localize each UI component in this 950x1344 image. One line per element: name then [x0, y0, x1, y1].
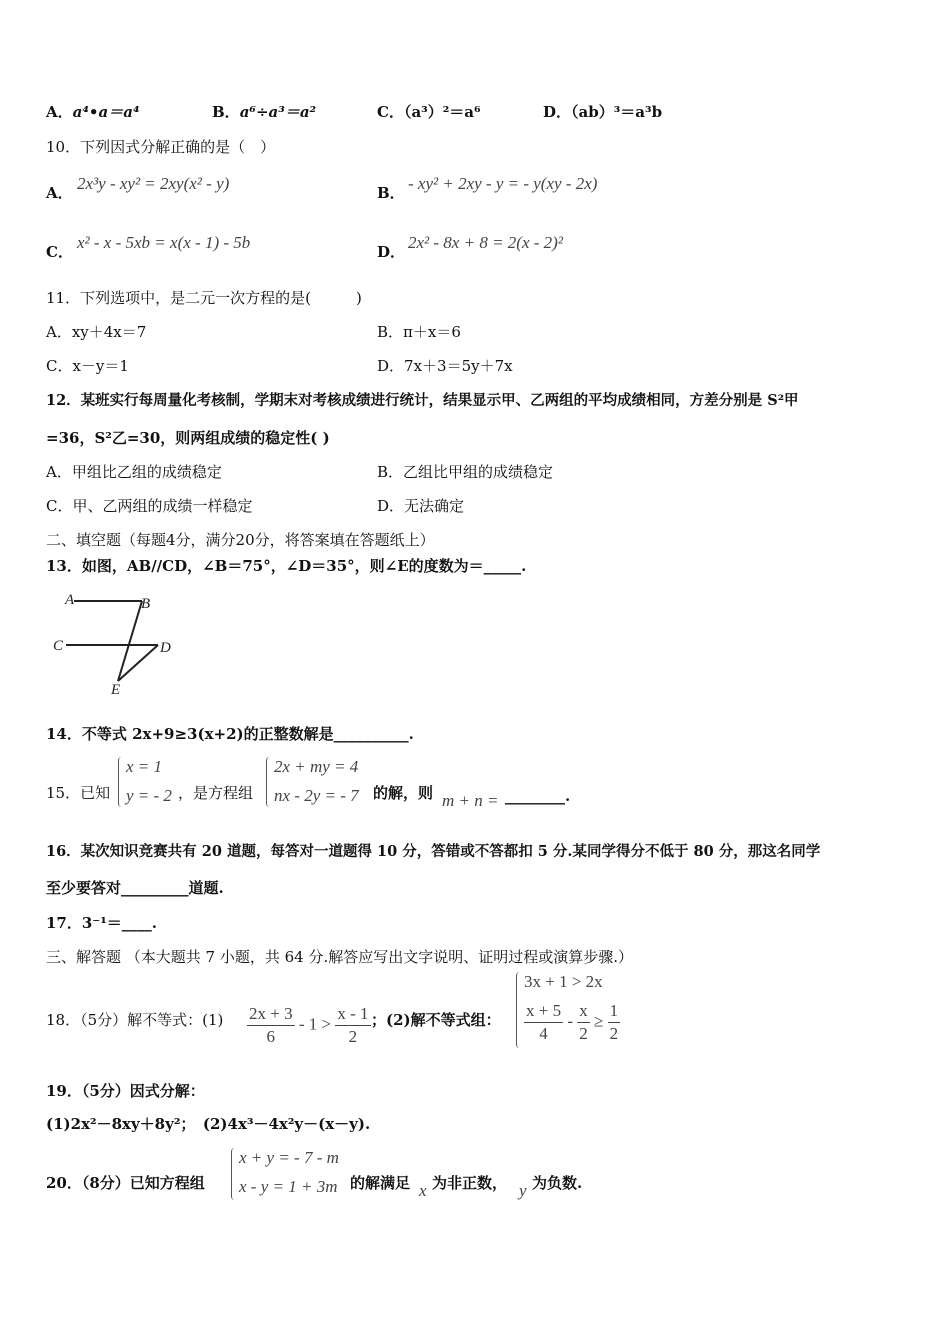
q10-option-a-label: A．	[46, 184, 73, 202]
q18-frac-2-den: 2	[348, 1027, 358, 1046]
q12-stem-line1: 12．某班实行每周量化考核制，学期末对考核成绩进行统计，结果显示甲、乙两组的平均成绩相同，方差分别是 S²甲	[46, 392, 799, 409]
q17-stem: 17．3⁻¹＝____.	[46, 914, 158, 932]
q13-label-b: B	[141, 596, 151, 612]
q10-option-a-expr: 2x³y - xy² = 2xy(x² - y)	[77, 174, 230, 193]
q20-mid2: 为非正数，	[432, 1174, 508, 1192]
q18-system-brace	[516, 972, 523, 1048]
q18-inequality-1	[247, 1003, 371, 1048]
q18-system-line1: 3x + 1 > 2x	[524, 972, 603, 991]
q9-option-b-text: a⁶÷a³＝a²	[239, 103, 317, 121]
q20-system-brace	[231, 1148, 238, 1200]
q12-option-c: C．甲、乙两组的成绩一样稳定	[46, 497, 253, 515]
q9-option-a-label: A．	[46, 103, 73, 121]
q20-prefix: 20．（8分）已知方程组	[46, 1174, 205, 1192]
q16-line1: 16．某次知识竞赛共有 20 道题，每答对一道题得 10 分，答错或不答都扣 5 分.某同学得分不低于 80 分，那这名同学	[46, 843, 821, 860]
q18-mid: ；(2)解不等式组：	[371, 1011, 501, 1029]
q13-label-c: C	[53, 638, 64, 654]
q13-label-d: D	[160, 640, 171, 656]
q15-system1-line2: y = - 2	[126, 786, 172, 805]
q18-sys-frac-3-num: 1	[608, 1000, 621, 1023]
q10-option-d-label: D．	[377, 243, 406, 261]
q12-stem-line2: =36，S²乙=30，则两组成绩的稳定性( )	[46, 429, 330, 447]
q13-stem: 13．如图，AB//CD，∠B＝75°，∠D＝35°，则∠E的度数为＝_____.	[46, 557, 527, 575]
q18-ineq1-mid: - 1 >	[298, 1014, 332, 1034]
q12-option-d: D．无法确定	[377, 497, 465, 515]
q10-option-b-expr: - xy² + 2xy - y = - y(xy - 2x)	[408, 174, 598, 193]
q18-frac-2	[335, 1003, 370, 1048]
q18-sys-minus: -	[567, 1011, 574, 1031]
section-3-heading: 三、解答题 （本大题共 7 小题，共 64 分.解答应写出文字说明、证明过程或演算步骤.）	[46, 948, 634, 966]
q10-option-b-label: B．	[377, 184, 405, 202]
q9-option-a-text: a⁴•a＝a⁴	[72, 103, 140, 121]
q9-option-b-label: B．	[212, 103, 240, 121]
q11-stem: 11．下列选项中，是二元一次方程的是( )	[46, 289, 362, 307]
q15-brace-1	[118, 757, 125, 807]
q15-system2-line2: nx - 2y = - 7	[274, 786, 359, 805]
q18-sys-frac-2-num: x	[577, 1000, 590, 1023]
q11-option-d: D．7x＋3＝5y＋7x	[377, 357, 513, 375]
q15-system2-line1: 2x + my = 4	[274, 757, 359, 776]
q15-prefix: 15．已知	[46, 784, 111, 802]
q13-figure	[52, 588, 187, 698]
q18-sys-frac-2	[577, 1000, 590, 1045]
q9-option-d-text: （ab）³＝a³b	[571, 103, 663, 121]
q10-stem: 10．下列因式分解正确的是（ ）	[46, 138, 276, 156]
q18-sys-ge: ≥	[594, 1011, 604, 1031]
q12-option-a: A．甲组比乙组的成绩稳定	[46, 463, 222, 481]
q18-frac-1	[247, 1003, 295, 1048]
q19-parts: (1)2x²－8xy＋8y²； (2)4x³－4x²y－(x－y).	[46, 1115, 371, 1133]
q12-option-b: B．乙组比甲组的成绩稳定	[377, 463, 554, 481]
q11-option-c: C．x－y＝1	[46, 357, 129, 375]
q18-frac-2-num: x - 1	[335, 1003, 370, 1026]
q20-tail: 为负数.	[532, 1174, 583, 1192]
q18-sys-frac-3	[608, 1000, 621, 1045]
q20-system-line2: x - y = 1 + 3m	[239, 1177, 338, 1196]
q9-option-c-label: C．	[377, 103, 404, 121]
q14-stem: 14．不等式 2x+9≥3(x+2)的正整数解是__________.	[46, 725, 414, 743]
q13-label-e: E	[111, 682, 121, 698]
q18-frac-1-num: 2x + 3	[247, 1003, 295, 1026]
q18-frac-1-den: 6	[266, 1027, 276, 1046]
q18-system-line2	[524, 1000, 620, 1045]
q15-tail: 的解，则	[373, 784, 434, 802]
q18-sys-frac-3-den: 2	[609, 1024, 619, 1043]
q20-var-x: x	[419, 1181, 427, 1200]
q18-sys-frac-1-den: 4	[539, 1024, 548, 1043]
q19-stem: 19．（5分）因式分解：	[46, 1082, 205, 1100]
q9-option-c-text: （a³）²＝a⁶	[403, 103, 481, 121]
q15-blank: ________.	[505, 787, 571, 805]
q10-option-d-expr: 2x² - 8x + 8 = 2(x - 2)²	[408, 233, 563, 252]
q20-var-y: y	[519, 1181, 527, 1200]
q11-option-b: B．π＋x＝6	[377, 323, 461, 341]
q15-system1-line1: x = 1	[126, 757, 163, 776]
q20-mid: 的解满足	[350, 1174, 411, 1192]
q16-line2: 至少要答对_________道题.	[46, 879, 224, 897]
q15-mid: ，是方程组	[178, 784, 254, 802]
q18-sys-frac-1-num: x + 5	[524, 1000, 563, 1023]
q10-option-c-expr: x² - x - 5xb = x(x - 1) - 5b	[77, 233, 251, 252]
q11-option-a: A．xy＋4x＝7	[46, 323, 147, 341]
q20-system-line1: x + y = - 7 - m	[239, 1148, 339, 1167]
q18-sys-frac-1	[524, 1000, 563, 1045]
q15-brace-2	[266, 757, 273, 807]
q18-sys-frac-2-den: 2	[579, 1024, 588, 1043]
q10-option-c-label: C．	[46, 243, 73, 261]
q9-option-d-label: D．	[543, 103, 572, 121]
section-2-heading: 二、填空题（每题4分，满分20分，将答案填在答题纸上）	[46, 531, 435, 549]
q13-label-a: A	[65, 592, 75, 608]
q15-expr: m + n =	[442, 791, 499, 810]
q18-prefix: 18．（5分）解不等式：(1)	[46, 1011, 224, 1029]
